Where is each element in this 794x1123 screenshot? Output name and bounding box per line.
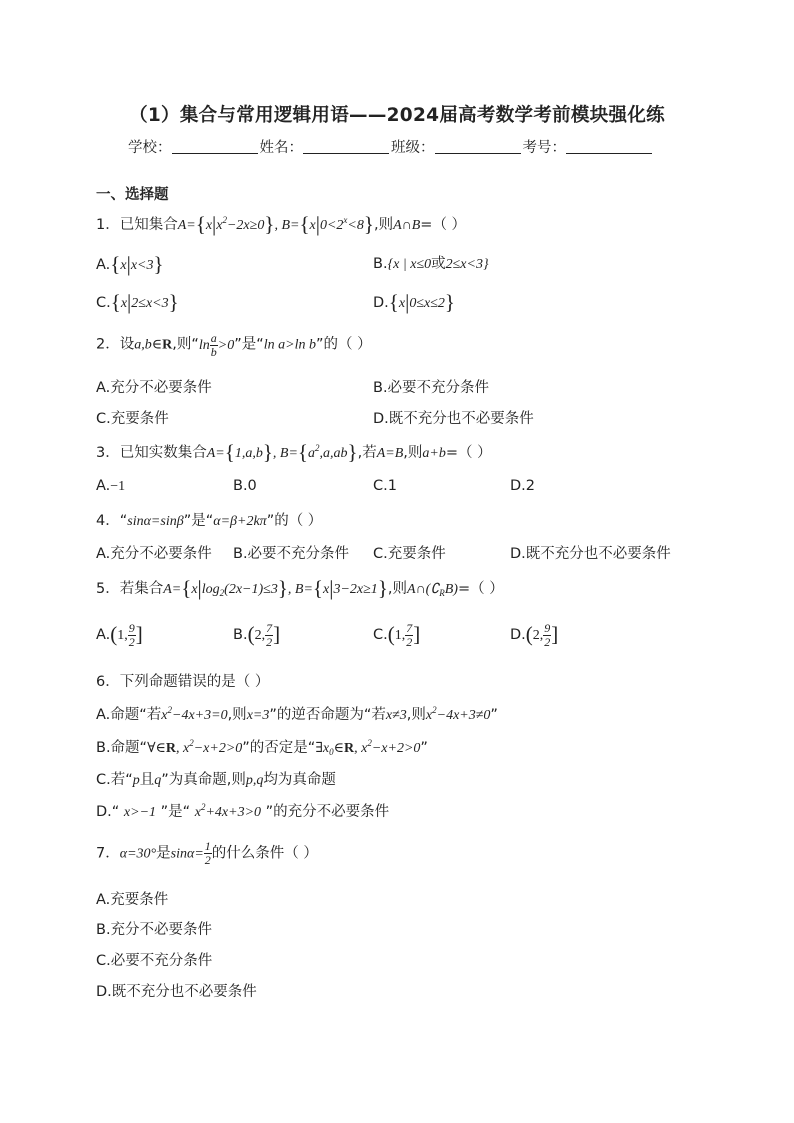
question-6: 6．下列命题错误的是（ ） xyxy=(96,674,270,690)
question-4: 4．“sinα=sinβ”是“α=β+2kπ”的（ ） xyxy=(96,513,323,529)
question-5-stem: 5．若集合 xyxy=(96,581,164,597)
question-7-option-b[interactable]: B.充分不必要条件 xyxy=(96,922,213,938)
question-2: 2．设a,b∈R,则“ln $\frac{a}{b}$ >0”是“ln a>ln b”的（ ） xyxy=(96,331,372,359)
question-7: 7．α=30°是sinα= $\frac{1}{2}$ 的什么条件（ ） xyxy=(96,839,318,867)
question-6-option-b[interactable]: B.命题“∀∈R, $x^2-x+2>0$”的否定是“$\exists x_0\in R$, $x^2-x+2>0$” xyxy=(96,738,428,757)
question-3-stem: 3．已知实数集合 xyxy=(96,445,207,461)
question-3-option-b[interactable]: B.0 xyxy=(233,478,257,494)
question-7-option-a[interactable]: A.充要条件 xyxy=(96,892,169,908)
question-1-option-a[interactable]: A.{x|x<3} xyxy=(96,252,164,276)
question-4-option-b[interactable]: B.必要不充分条件 xyxy=(233,546,350,562)
question-1-tail: ,则A∩B=（ ） xyxy=(373,217,467,233)
question-5: 5．若集合$A=\{x|\log_2(2x-1)\le 3\}$, B={x|3−2x≥1},则$A\cap(∁_RB)=$（ ） xyxy=(96,576,504,600)
section-heading: 一、选择题 xyxy=(96,187,169,203)
question-3-expr: A={1,a,b}, $B=\{a^2,a,ab\}$ xyxy=(206,440,358,464)
question-1-expr: $A=\{x|x^2-2x\ge 0\}$, $B=\{x|0<2^x<8\}$ xyxy=(177,212,374,236)
question-2-option-d[interactable]: D.既不充分也不必要条件 xyxy=(373,411,534,427)
question-2-option-a[interactable]: A.充分不必要条件 xyxy=(96,380,212,396)
question-1-stem: 1．已知集合 xyxy=(96,217,178,233)
question-5-expr: $A=\{x|\log_2(2x-1)\le 3\}$, B={x|3−2x≥1} xyxy=(163,576,388,600)
exam-no-label: 考号： xyxy=(522,140,566,156)
question-1-option-d[interactable]: D.{x|0≤x≤2} xyxy=(373,290,455,314)
class-label: 班级： xyxy=(391,140,435,156)
page-title: （1）集合与常用逻辑用语——2024届高考数学考前模块强化练 xyxy=(129,105,665,126)
question-5-option-d[interactable]: D.(2, $\frac{9}{2}$ ] xyxy=(510,621,559,650)
question-7-option-c[interactable]: C.必要不充分条件 xyxy=(96,953,213,969)
question-6-option-c[interactable]: C.若“p且q”为真命题,则p,q均为真命题 xyxy=(96,772,336,788)
question-5-option-b[interactable]: B.(2, $\frac{7}{2}$ ] xyxy=(233,621,281,650)
question-3-option-c[interactable]: C.1 xyxy=(373,478,397,494)
name-label: 姓名： xyxy=(259,140,303,156)
question-2-stem: 2．设 xyxy=(96,336,135,353)
question-1 xyxy=(96,212,466,237)
student-info-line xyxy=(128,136,654,157)
question-4-option-c[interactable]: C.充要条件 xyxy=(373,546,446,562)
question-5-option-a[interactable]: A.(1, $\frac{9}{2}$ ] xyxy=(96,621,143,650)
question-4-option-a[interactable]: A.充分不必要条件 xyxy=(96,546,212,562)
question-4-option-d[interactable]: D.既不充分也不必要条件 xyxy=(510,546,671,562)
question-3: 3．已知实数集合A={1,a,b}, $B=\{a^2,a,ab\}$,若A=B,则a+b=（ ） xyxy=(96,440,492,464)
question-2-expr: a,b∈R xyxy=(134,337,173,353)
question-5-option-c[interactable]: C.(1, $\frac{7}{2}$ ] xyxy=(373,621,421,650)
exam-no-blank[interactable] xyxy=(566,139,652,154)
question-2-option-c[interactable]: C.充要条件 xyxy=(96,411,169,427)
question-6-option-a[interactable]: A.命题“若$x^2-4x+3=0$,则x=3”的逆否命题为“若x≠3,则$x^2-4x+3\ne 0$” xyxy=(96,705,498,723)
name-blank[interactable] xyxy=(303,139,389,154)
class-blank[interactable] xyxy=(435,139,521,154)
question-3-option-a[interactable]: A.−1 xyxy=(96,478,126,494)
question-7-option-d[interactable]: D.既不充分也不必要条件 xyxy=(96,984,257,1000)
question-1-option-b[interactable]: B.{x | x≤0或2≤x<3} xyxy=(373,256,489,272)
question-2-option-b[interactable]: B.必要不充分条件 xyxy=(373,380,490,396)
school-label: 学校： xyxy=(128,140,172,156)
question-6-option-d[interactable]: D.“ x>−1 ”是“ $x^2+4x+3>0$ ”的充分不必要条件 xyxy=(96,802,390,820)
question-3-option-d[interactable]: D.2 xyxy=(510,478,535,494)
question-1-option-c[interactable]: C.{x|2≤x<3} xyxy=(96,290,179,314)
school-blank[interactable] xyxy=(172,139,258,154)
